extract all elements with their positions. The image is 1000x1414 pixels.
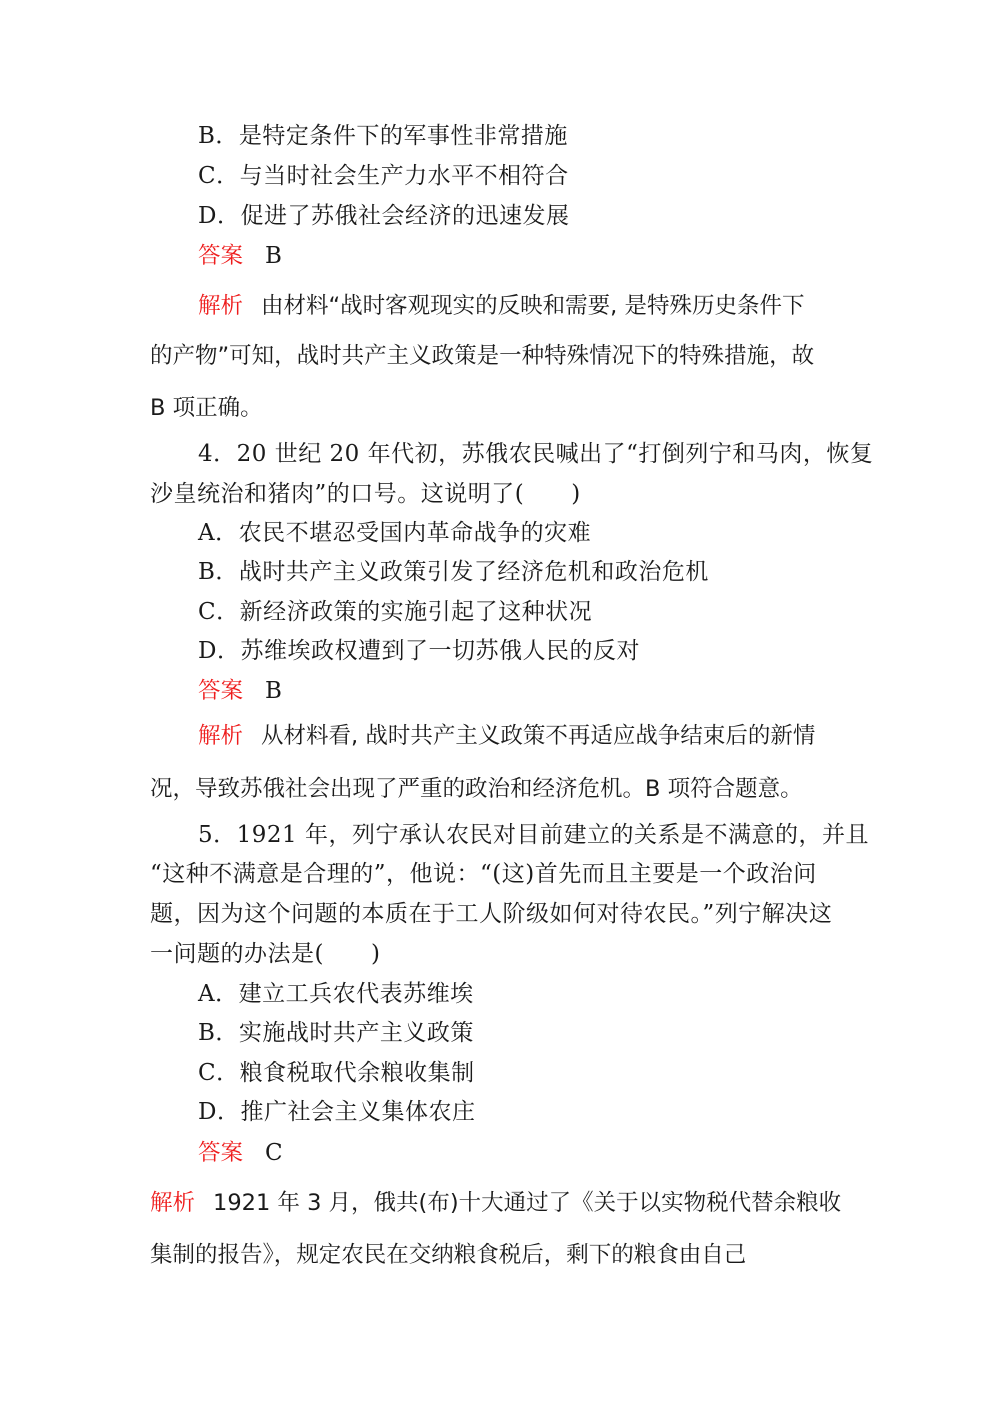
q5-option-c <box>198 1058 475 1088</box>
answer-value: B <box>265 678 283 704</box>
q5-stem-line-2: “这种不满意是合理的”，他说：“(这)首先而且主要是一个政治问 <box>150 861 817 887</box>
option-text: 是特定条件下的军事性非常措施 <box>238 123 568 149</box>
answer-label: 答案 <box>198 1140 244 1166</box>
q4-analysis-line-1 <box>198 721 815 751</box>
q4-stem-line-2: 沙皇统治和猪肉”的口号。这说明了( ) <box>150 481 581 507</box>
analysis-label: 解析 <box>198 723 244 749</box>
option-letter: A． <box>198 981 239 1007</box>
q4-option-a <box>198 518 591 548</box>
q5-option-b <box>198 1018 474 1048</box>
q3-answer <box>198 241 282 271</box>
option-letter: D． <box>198 638 241 664</box>
q5-analysis-line-2: 集制的报告》，规定农民在交纳粮食税后，剩下的粮食由自己 <box>150 1242 747 1268</box>
q5-option-d <box>198 1097 475 1127</box>
option-text: 与当时社会生产力水平不相符合 <box>239 163 569 189</box>
option-letter: B． <box>198 123 239 149</box>
option-text: 建立工兵农代表苏维埃 <box>238 981 474 1007</box>
q4-stem-line-1: 4．20 世纪 20 年代初，苏俄农民喊出了“打倒列宁和马肉，恢复 <box>198 441 874 467</box>
option-letter: C． <box>198 1060 240 1086</box>
option-letter: C． <box>198 163 240 189</box>
option-letter: A． <box>198 520 239 546</box>
q4-answer <box>198 676 282 706</box>
q4-analysis-line-2: 况，导致苏俄社会出现了严重的政治和经济危机。B 项符合题意。 <box>150 776 803 802</box>
analysis-text: 1921 年 3 月，俄共(布)十大通过了《关于以实物税代替余粮收 <box>213 1190 842 1216</box>
answer-value: C <box>265 1140 284 1166</box>
analysis-text: 由材料“战时客观现实的反映和需要, 是特殊历史条件下 <box>261 293 805 319</box>
q3-analysis-line-3: B 项正确。 <box>150 395 263 421</box>
q4-option-d <box>198 636 640 666</box>
option-text: 粮食税取代余粮收集制 <box>239 1060 475 1086</box>
analysis-text: 从材料看, 战时共产主义政策不再适应战争结束后的新情 <box>261 723 816 749</box>
answer-label: 答案 <box>198 243 244 269</box>
q5-stem-line-4: 一问题的办法是( ) <box>150 941 381 967</box>
option-text: 促进了苏俄社会经济的迅速发展 <box>240 203 570 229</box>
option-text: 苏维埃政权遭到了一切苏俄人民的反对 <box>240 638 640 664</box>
analysis-label: 解析 <box>150 1190 196 1216</box>
q5-answer <box>198 1138 283 1168</box>
option-letter: C． <box>198 599 240 625</box>
q3-option-d <box>198 201 569 231</box>
option-letter: D． <box>198 203 241 229</box>
q4-option-c <box>198 597 592 627</box>
option-letter: B． <box>198 1020 239 1046</box>
q5-analysis-line-1 <box>150 1188 841 1218</box>
q3-analysis-line-1 <box>198 291 804 321</box>
q3-analysis-line-2: 的产物”可知，战时共产主义政策是一种特殊情况下的特殊措施，故 <box>150 343 815 369</box>
q5-stem-line-3: 题，因为这个问题的本质在于工人阶级如何对待农民。”列宁解决这 <box>150 901 833 927</box>
q3-option-b <box>198 121 568 151</box>
answer-label: 答案 <box>198 678 244 704</box>
q5-stem-line-1: 5．1921 年，列宁承认农民对目前建立的关系是不满意的，并且 <box>198 822 869 848</box>
option-letter: B． <box>198 559 239 585</box>
q5-option-a <box>198 979 474 1009</box>
option-text: 推广社会主义集体农庄 <box>240 1099 476 1125</box>
option-text: 实施战时共产主义政策 <box>238 1020 474 1046</box>
q4-option-b <box>198 557 709 587</box>
analysis-label: 解析 <box>198 293 244 319</box>
answer-value: B <box>265 243 283 269</box>
q3-option-c <box>198 161 569 191</box>
option-text: 农民不堪忍受国内革命战争的灾难 <box>238 520 592 546</box>
option-text: 新经济政策的实施引起了这种状况 <box>239 599 593 625</box>
option-letter: D． <box>198 1099 241 1125</box>
option-text: 战时共产主义政策引发了经济危机和政治危机 <box>238 559 709 585</box>
